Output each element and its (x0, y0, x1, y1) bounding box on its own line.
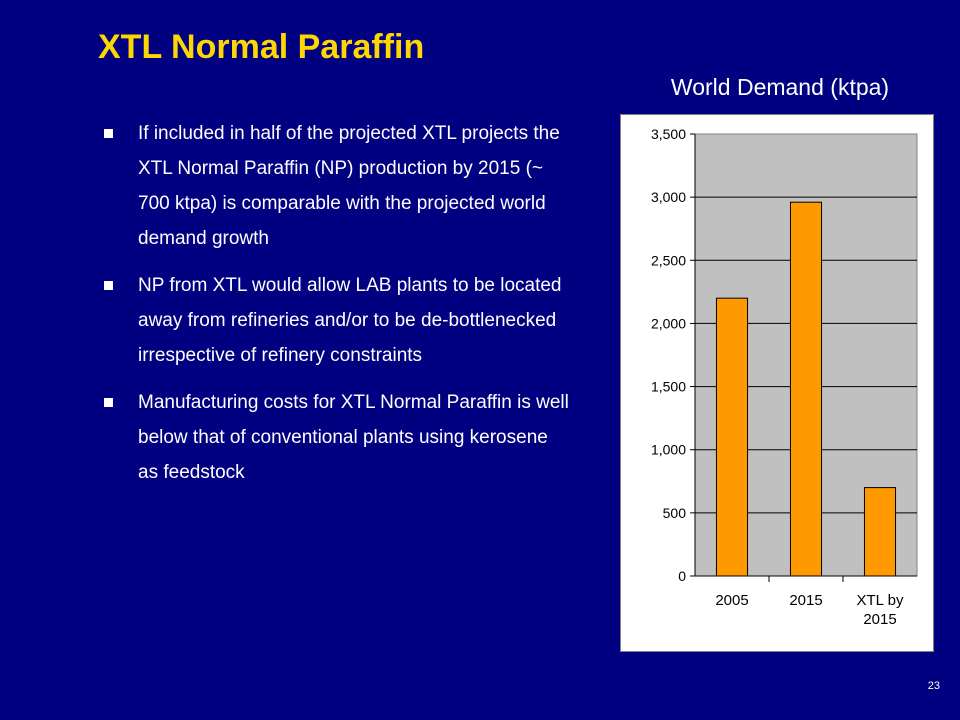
x-tick-label: 2015 (863, 611, 897, 628)
x-tick-label: XTL by (856, 592, 904, 609)
square-bullet-icon (104, 398, 113, 407)
y-tick-label: 2,500 (650, 252, 686, 269)
square-bullet-icon (104, 281, 113, 290)
x-tick-label: 2005 (715, 592, 749, 609)
slide-title: XTL Normal Paraffin (98, 28, 425, 66)
x-tick-label: 2015 (789, 592, 823, 609)
bullet-item-2 (100, 268, 570, 373)
bullet-item-3 (100, 385, 570, 490)
page-number: 23 (927, 680, 940, 692)
square-bullet-icon (104, 129, 113, 138)
y-tick-label: 3,000 (650, 189, 686, 206)
bullet-item-1 (100, 116, 570, 256)
bar (716, 298, 747, 576)
y-tick-label: 3,500 (650, 126, 686, 142)
y-tick-label: 1,000 (650, 441, 686, 458)
y-tick-label: 500 (662, 504, 686, 521)
chart-panel (620, 114, 934, 652)
chart-title: World Demand (ktpa) (670, 74, 890, 100)
bullet-list (100, 116, 570, 502)
y-tick-label: 0 (678, 568, 686, 584)
y-tick-label: 1,500 (650, 378, 686, 395)
bar (864, 488, 895, 576)
bar-chart (621, 115, 933, 651)
bullet-text-3: Manufacturing costs for XTL Normal Paraffin is well below that of conventional plants using kerosene as feedstock (138, 392, 569, 483)
bullet-text-1: If included in half of the projected XTL projects the XTL Normal Paraffin (NP) production by 2015 (~ 700 ktpa) is comparable with the projected world demand growth (138, 123, 560, 249)
bar (790, 202, 821, 576)
y-tick-label: 2,000 (650, 315, 686, 332)
bullet-text-2: NP from XTL would allow LAB plants to be located away from refineries and/or to be de-bottlenecked irrespective of refinery constraints (138, 275, 562, 366)
